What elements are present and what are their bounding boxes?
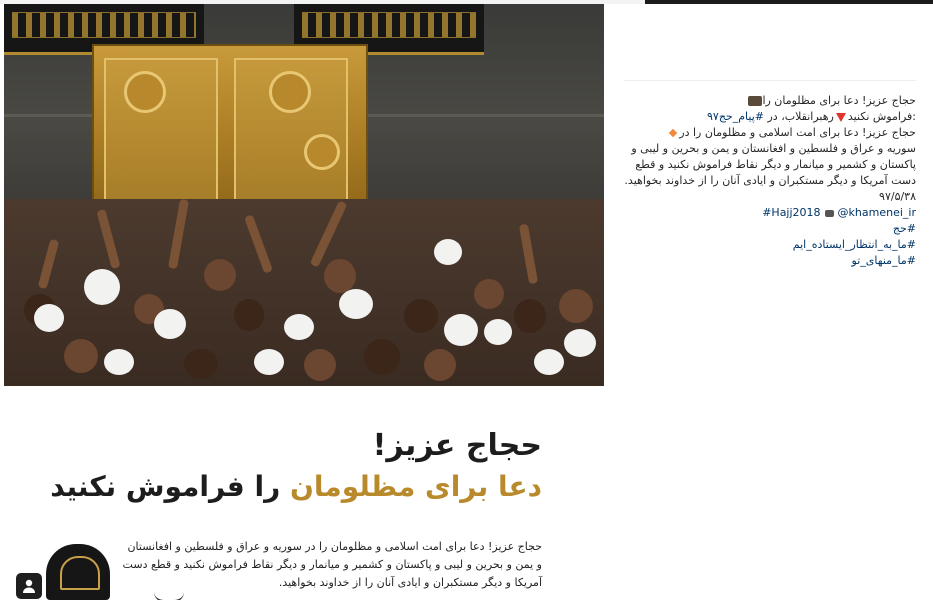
- hashtag-hajj2018[interactable]: #Hajj2018: [762, 206, 821, 219]
- caption-line-3: [624, 125, 916, 141]
- person-icon: [21, 578, 37, 594]
- mention-khamenei[interactable]: @khamenei_ir: [837, 206, 916, 219]
- kaaba-photo: [4, 4, 604, 386]
- hashtag-hajj[interactable]: #حج: [892, 222, 916, 235]
- pilgrims-crowd: [4, 199, 604, 386]
- poster-subtitle-highlight: دعا برای مظلومان: [289, 470, 542, 503]
- top-strip-dark: [645, 0, 933, 4]
- hashtag-payam-hajj[interactable]: #پیام_حج۹۷: [706, 110, 764, 123]
- caption-body: سوریه و عراق و فلسطین و افغانستان و یمن و بحرین و لیبی و پاکستان و کشمیر و میانمار و دیگر نقاط فراموش نکنید و قطع دست آمریکا و دیگر مستکبران و ایادی آنان را از خداوند بخواهید. ۹۷/۵/۳۸: [624, 142, 916, 203]
- post-caption: [624, 80, 916, 269]
- caption-leader-text: رهبرانقلاب، در: [767, 110, 834, 123]
- post-image[interactable]: [4, 4, 604, 600]
- caption-title: حجاج عزیز! دعا برای مظلومان را: [762, 94, 916, 107]
- speech-bubble-icon: [825, 210, 834, 217]
- hashtag-without-you[interactable]: #ما_منهای_تو: [851, 254, 916, 267]
- poster-subtitle: [50, 470, 542, 503]
- poster-title: حجاج عزیز!: [372, 428, 542, 463]
- user-tag-icon[interactable]: [16, 573, 42, 599]
- caption-opening: حجاج عزیز! دعا برای امت اسلامی و مظلومان را در: [679, 126, 916, 139]
- orange-diamond-icon: [669, 129, 677, 137]
- signature-mark: [154, 586, 184, 600]
- poster-body: حجاج عزیز! دعا برای امت اسلامی و مظلومان را در سوریه و عراق و فلسطین و افغانستان و یمن و بحرین و لیبی و پاکستان و کشمیر و میانمار و دیگر نقاط فراموش نکنید و قطع دست آمریکا و دیگر مستکبران و ایادی آنان را از خداوند بخواهید.: [122, 540, 542, 589]
- red-triangle-icon: [836, 113, 846, 122]
- calligraphy-emblem: [46, 544, 110, 600]
- poster: [4, 386, 604, 600]
- poster-subtitle-rest: را فراموش نکنید: [50, 470, 290, 503]
- hashtag-waiting[interactable]: #ما_به_انتظار_ایستاده_ایم: [792, 238, 916, 251]
- caption-line-1: [624, 93, 916, 109]
- caption-tagline: [624, 205, 916, 221]
- caption-forget-text: :فراموش نکنید: [847, 110, 916, 123]
- newspaper-icon: [748, 96, 762, 106]
- caption-line-2: [624, 109, 916, 125]
